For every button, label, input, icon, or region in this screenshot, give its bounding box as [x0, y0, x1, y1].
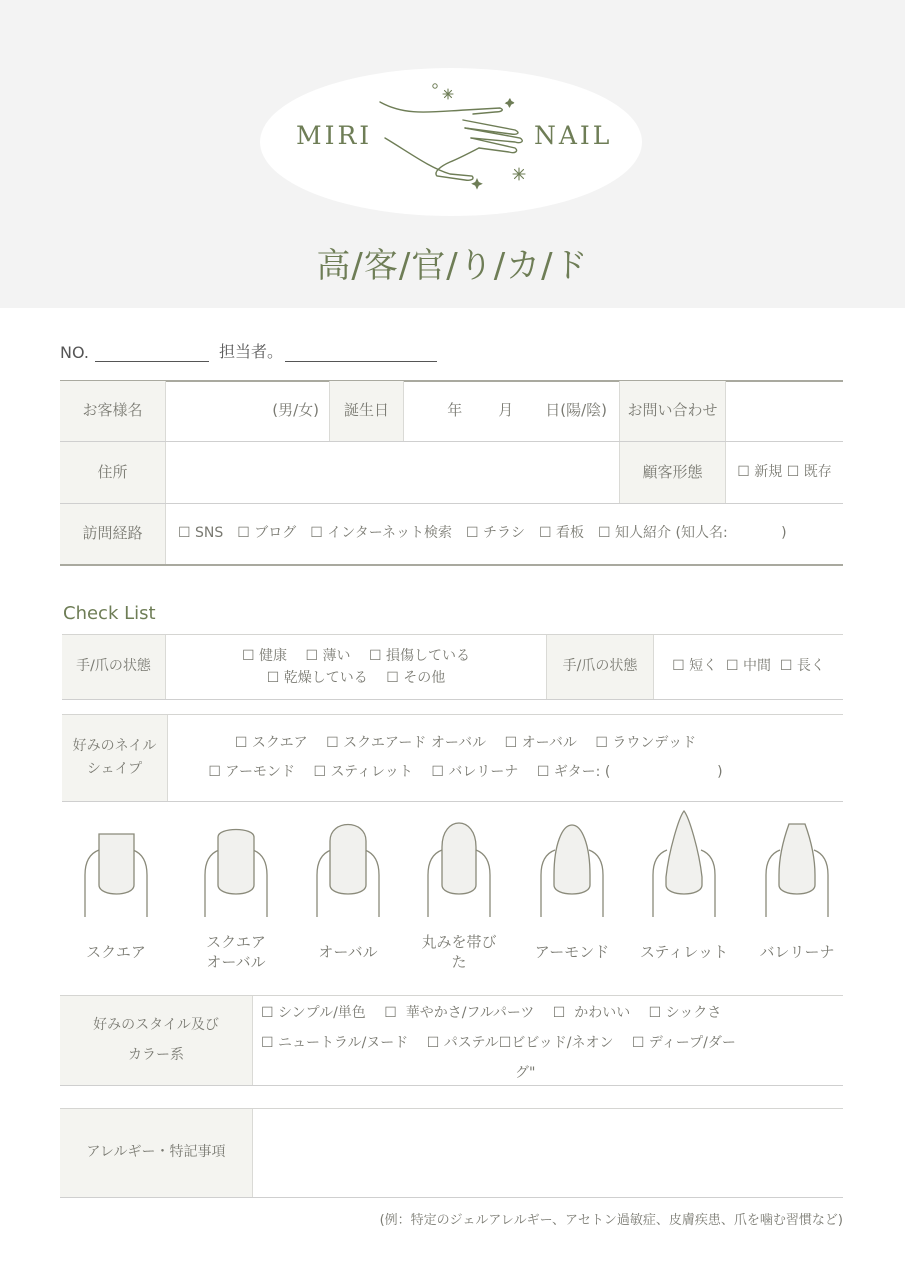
- shape-name: バレリーナ: [759, 943, 835, 961]
- shape-name: アーモンド: [534, 943, 610, 961]
- shape-options: [168, 715, 843, 801]
- route-referral-checkbox[interactable]: ☐ 知人紹介 (知人名: ): [598, 525, 787, 542]
- checklist-row-shape: [62, 715, 843, 802]
- contact-field[interactable]: [726, 381, 843, 441]
- route-flyer-checkbox[interactable]: ☐ チラシ: [466, 525, 526, 542]
- shape-name: スクエア: [86, 943, 146, 961]
- nail-shape-stiletto: [628, 805, 740, 962]
- nail-shape-oval: [292, 805, 404, 962]
- meta-line: [60, 339, 437, 362]
- route-internet-checkbox[interactable]: ☐ インターネット検索: [310, 525, 453, 542]
- shape-label-line2: シェイプ: [86, 761, 143, 777]
- checklist-row-allergy: [60, 1109, 843, 1198]
- name-field[interactable]: [166, 381, 329, 441]
- condition-options-line1[interactable]: ☐ 健康 ☐ 薄い ☐ 損傷している: [242, 647, 470, 664]
- logo-text-left: MIRI: [296, 121, 373, 150]
- hand-logo-icon: [375, 78, 535, 196]
- page-title: 高/客/官/り/カ/ド: [316, 246, 589, 286]
- shape-options-line2[interactable]: ☐ アーモンド ☐ スティレット ☐ バレリーナ ☐ ギター: ( ): [208, 764, 723, 780]
- stiletto-nail-icon: [649, 805, 719, 920]
- address-field[interactable]: [166, 442, 619, 503]
- birthday-month: 月: [498, 401, 514, 420]
- customer-row-address: [60, 442, 843, 504]
- allergy-note: (例：特定のジェルアレルギー、アセトン過敏症、皮膚疾患、爪を噛む習慣など): [379, 1213, 843, 1228]
- birthday-year: 年: [447, 401, 463, 420]
- shape-name: スクエア オーバル: [206, 933, 266, 972]
- condition-label: 手/爪の状態: [62, 635, 166, 699]
- nail-shape-square: [60, 805, 172, 962]
- allergy-field[interactable]: [253, 1109, 843, 1197]
- checklist-title: Check List: [63, 603, 156, 624]
- customer-type-label: 顧客形態: [619, 442, 726, 503]
- address-label: 住所: [60, 442, 166, 503]
- style-label: [60, 996, 253, 1085]
- style-options-line1[interactable]: ☐ シンプル/単色 ☐ 華やかさ/フルパーツ ☐ かわいい ☐ シックさ: [261, 1005, 722, 1021]
- shape-name: スティレット: [639, 943, 729, 961]
- style-options: [253, 996, 843, 1085]
- checklist-row-style: [60, 996, 843, 1086]
- nail-shape-round: [403, 805, 515, 973]
- customer-row-name: [60, 381, 843, 442]
- logo-text-right: NAIL: [534, 121, 613, 150]
- birthday-field[interactable]: [404, 381, 619, 441]
- nail-shape-squoval: [180, 805, 292, 973]
- squoval-nail-icon: [201, 805, 271, 920]
- style-options-line2[interactable]: ☐ ニュートラル/ヌード ☐ パステル☐ビビッド/ネオン ☐ ディープ/ダー: [261, 1035, 736, 1052]
- staff-label: 担当者。: [219, 342, 284, 361]
- shape-name: オーバル: [318, 943, 378, 961]
- customer-row-visit-route: [60, 504, 843, 566]
- length-options[interactable]: ☐ 短く ☐ 中間 ☐ 長く: [672, 658, 825, 675]
- nail-shape-ballerina: [741, 805, 853, 962]
- visit-route-options: [166, 504, 843, 564]
- gender-option[interactable]: (男/女): [272, 401, 319, 420]
- shape-options-line1[interactable]: ☐ スクエア ☐ スクエアード オーバル ☐ オーバル ☐ ラウンデッド: [234, 734, 697, 751]
- almond-nail-icon: [537, 805, 607, 920]
- shape-name: 丸みを帯び た: [421, 933, 497, 972]
- length-label: 手/爪の状態: [546, 635, 654, 699]
- style-label-line1: 好みのスタイル及び: [93, 1017, 219, 1034]
- allergy-label: アレルギー・特記事項: [60, 1109, 253, 1197]
- nail-shape-illustrations: [60, 805, 843, 985]
- style-options-line3: グ": [515, 1065, 536, 1082]
- style-label-line2: カラー系: [128, 1046, 184, 1063]
- route-sns-checkbox[interactable]: ☐ SNS: [178, 525, 224, 542]
- route-signboard-checkbox[interactable]: ☐ 看板: [539, 525, 585, 542]
- condition-options-line2[interactable]: ☐ 乾燥している ☐ その他: [266, 670, 446, 686]
- no-field[interactable]: [95, 344, 209, 362]
- oval-nail-icon: [313, 805, 383, 920]
- contact-label: お問い合わせ: [619, 381, 726, 441]
- name-label: お客様名: [60, 381, 166, 441]
- no-label: NO.: [60, 343, 89, 362]
- square-nail-icon: [81, 805, 151, 920]
- nail-shape-almond: [516, 805, 628, 962]
- ballerina-nail-icon: [762, 805, 832, 920]
- customer-type-options[interactable]: ☐ 新規 ☐ 既存: [737, 463, 832, 480]
- shape-label: [62, 715, 168, 801]
- birthday-label: 誕生日: [329, 381, 404, 441]
- staff-field[interactable]: [285, 344, 437, 362]
- round-nail-icon: [424, 805, 494, 920]
- checklist-row-condition: [62, 635, 843, 700]
- birthday-day: 日(陽/陰): [545, 401, 607, 420]
- visit-route-label: 訪問経路: [60, 504, 166, 564]
- shape-label-line1: 好みのネイル: [72, 737, 157, 754]
- condition-options: [166, 635, 546, 699]
- route-blog-checkbox[interactable]: ☐ ブログ: [237, 525, 297, 542]
